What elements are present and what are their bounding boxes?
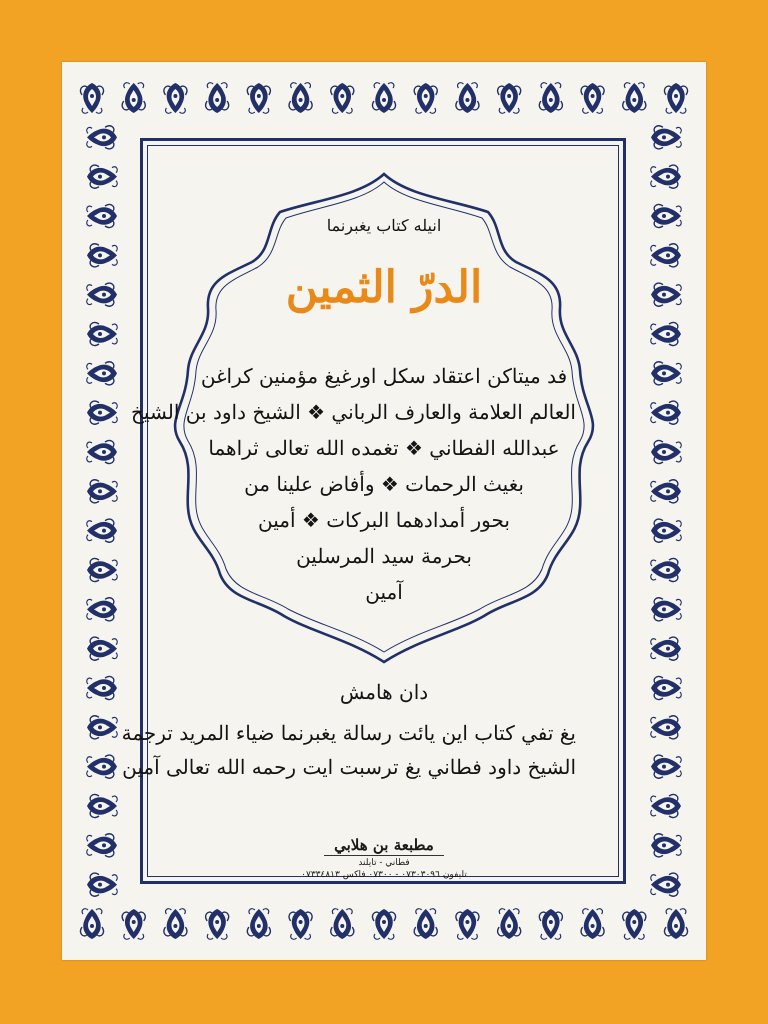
border-motif-top [623,83,646,113]
border-motif-bottom [456,909,479,939]
border-motif-right [651,441,681,464]
margin-note-line: الشيخ داود فطاني يغ ترسبت ايت رحمه الله تعالى آمين [122,755,576,779]
border-motif-right [651,205,681,228]
border-motif-bottom [206,909,229,939]
border-motif-left [87,323,117,346]
title-page [62,62,706,960]
border-motif-right [651,637,681,660]
border-motif-left [87,559,117,582]
border-motif-right [651,795,681,818]
border-motif-right [651,559,681,582]
border-motif-bottom [373,909,396,939]
border-motif-bottom [289,909,312,939]
border-motif-bottom [122,909,145,939]
description-block [131,358,576,610]
border-motif-left [87,126,117,149]
description-line: العالم العلامة والعارف الرباني ❖ الشيخ داود بن الشيخ [131,400,576,424]
border-motif-bottom [539,909,562,939]
border-motif-top [247,83,270,113]
margin-heading: دان هامش [339,680,429,704]
border-motif-right [651,323,681,346]
description-line: آمين [365,580,403,604]
border-motif-left [87,480,117,503]
border-motif-left [87,598,117,621]
border-motif-left [87,755,117,778]
border-motif-right [651,126,681,149]
border-motif-left [87,519,117,542]
border-motif-left [87,441,117,464]
border-motif-left [87,244,117,267]
border-motif-right [651,677,681,700]
border-motif-right [651,165,681,188]
border-motif-left [87,637,117,660]
border-motif-top [164,83,187,113]
border-motif-top [289,83,312,113]
border-motif-right [651,716,681,739]
description-line: بحور أمدادهما البركات ❖ أمين [258,508,510,532]
border-motif-bottom [81,909,104,939]
border-motif-right [651,362,681,385]
border-motif-top [81,83,104,113]
intro-line: انيله كتاب يغبرنما [326,216,442,235]
description-line: عبدالله الفطاني ❖ تغمده الله تعالى ثراهما [208,436,560,460]
border-motif-bottom [498,909,521,939]
border-motif-left [87,401,117,424]
border-motif-right [651,401,681,424]
description-line: بغيث الرحمات ❖ وأفاض علينا من [244,472,524,496]
border-motif-right [651,598,681,621]
border-motif-left [87,834,117,857]
description-line: بحرمة سيد المرسلين [296,544,472,568]
border-motif-top [373,83,396,113]
border-motif-top [581,83,604,113]
border-motif-bottom [247,909,270,939]
border-motif-top [539,83,562,113]
publisher-divider [324,855,444,856]
border-motif-bottom [331,909,354,939]
publisher-imprint [292,836,476,881]
border-motif-top [122,83,145,113]
publisher-address: فطاني - تايلند [358,858,410,868]
border-motif-top [414,83,437,113]
description-line: فد ميتاكن اعتقاد سكل اورغيغ مؤمنين كراغن [200,364,568,388]
margin-note-line: يغ تفي كتاب اين يائت رسالة يغبرنما ضياء المريد ترجمة [121,721,576,745]
border-motif-bottom [414,909,437,939]
border-motif-top [498,83,521,113]
border-motif-right [651,480,681,503]
margin-note [121,716,576,784]
border-motif-right [651,755,681,778]
border-motif-bottom [581,909,604,939]
border-motif-left [87,205,117,228]
border-motif-top [206,83,229,113]
border-motif-left [87,873,117,896]
border-motif-left [87,716,117,739]
border-motif-bottom [623,909,646,939]
border-motif-right [651,834,681,857]
book-title: الدرّ الثمين [285,262,483,313]
border-motif-top [456,83,479,113]
border-motif-left [87,283,117,306]
border-motif-left [87,362,117,385]
border-motif-top [665,83,688,113]
border-motif-right [651,244,681,267]
border-motif-bottom [164,909,187,939]
publisher-name: مطبعة بن هلابي [334,836,434,854]
border-motif-right [651,519,681,542]
publisher-phone: تليفون ٠٧٣٠٣٠٩٦ - ٠٧٣٠٠ فاكس ٠٧٣٣٤٨١٣ [301,870,467,880]
border-motif-left [87,795,117,818]
border-motif-right [651,873,681,896]
border-motif-left [87,165,117,188]
border-motif-top [331,83,354,113]
border-motif-left [87,677,117,700]
border-motif-bottom [665,909,688,939]
border-motif-right [651,283,681,306]
